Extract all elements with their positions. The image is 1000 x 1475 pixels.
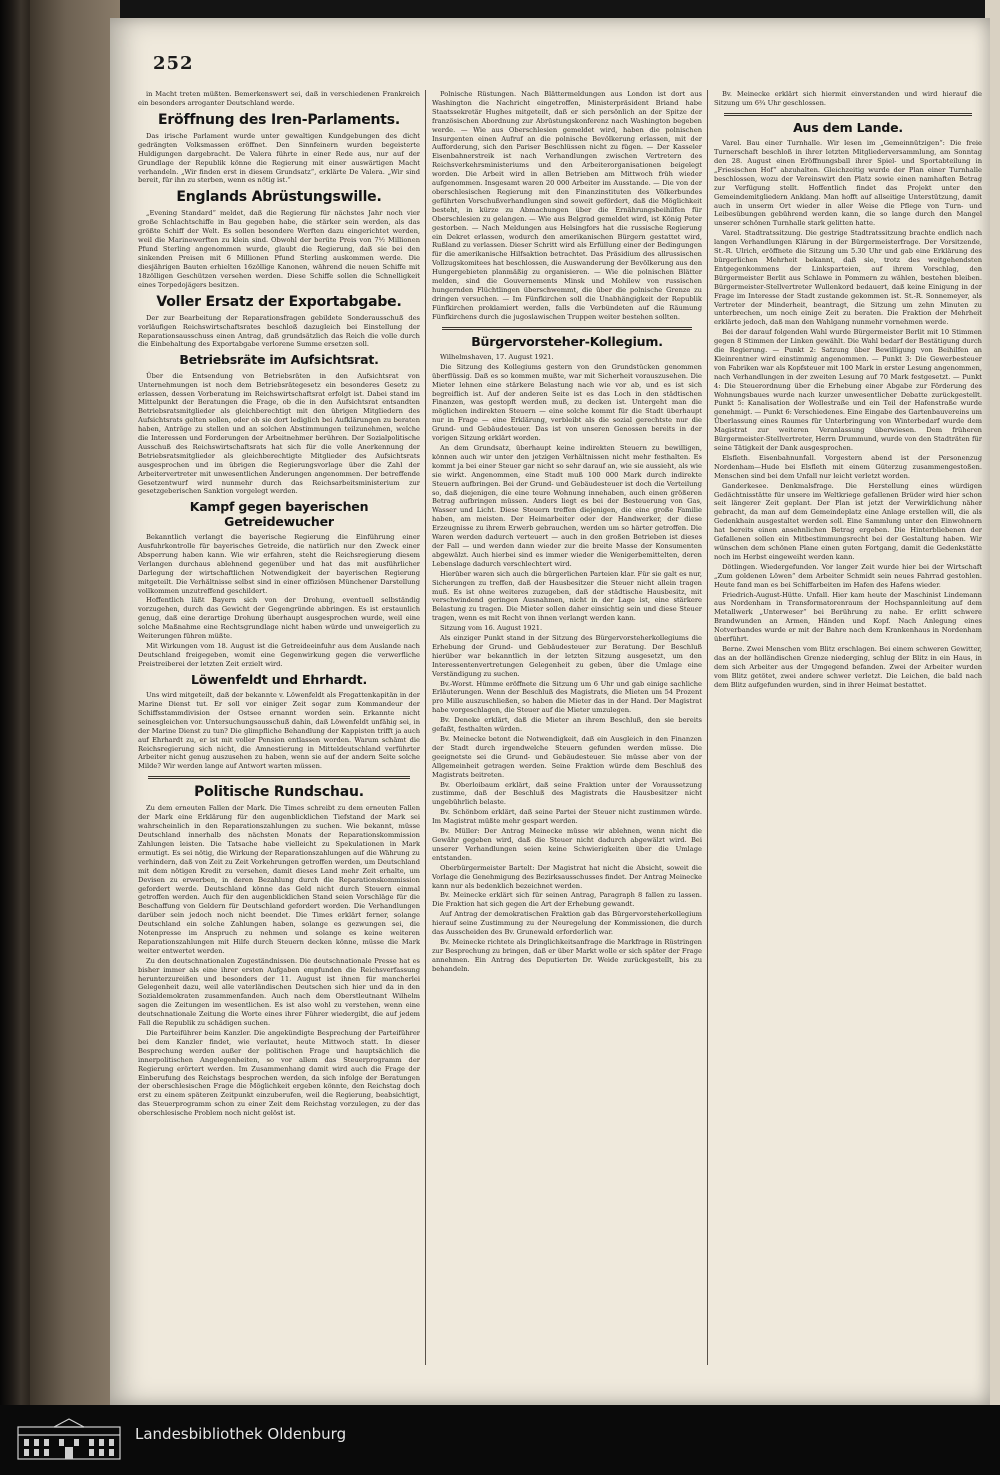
article-paragraph: Auf Antrag der demokratischen Fraktion gab das Bürgervorsteherkollegium hierauf seine Zustimmung zu der Neuregelung der Kommissionen, die durch das Ausscheiden des Bv. Grunewald erforderlich war.: [432, 910, 702, 937]
article-paragraph: Bv. Deneke erklärt, daß die Mieter an ihrem Beschluß, den sie bereits gefaßt, festhalten würden.: [432, 716, 702, 734]
article-paragraph: Zu dem erneuten Fallen der Mark. Die Times schreibt zu dem erneuten Fallen der Mark eine Erklärung für den augenblicklichen Tiefstand der Mark sei wahrscheinlich in den Reparationszahlungen zu suchen. Wie bekannt, müsse Deutschland innerhalb des nächsten Monats der Reparationskommission Zahlungen leisten. Die Tatsache habe vielleicht zu Spekulationen in Mark ermutigt. Es sei nötig, die Wirkung der Reparationszahlungen auf die Währung zu verhindern, daß von Zeit zu Zeit Vorkehrungen getroffen werden, um Deutschland mit dem nötigen Kredit zu versehen, damit dieses Land mehr Zeit erhalte, um Devisen zu erwerben, in deren Bezahlung durch die Reparationskommission gefordert werde. Deutschland könne das Geld nicht durch Steuern einmal getroffen werden. Auch für den augenblicklichen Stand seien Vorschläge für die Beschaffung von Geldern für Deutschland gefordert worden. Die Verhandlungen darüber sein jedoch noch nicht beendet. Die Times erklärt ferner, solange Deutschland ein solche Zahlungen haben, solange es gezwungen sei, die Notenpresse im Anspruch zu nehmen und solange es keine weiteren Reparationszahlungen mit Hilfe durch Steuern decken könne, müsse die Mark weiter entwertet werden.: [138, 804, 420, 955]
article-paragraph: Hierüber waren sich auch die bürgerlichen Parteien klar. Für sie galt es nur, Sicherungen zu treffen, daß der Hausbesitzer die Steuer nicht allein tragen muß. Es ist ohne weiteres zuzugeben, daß der städtische Hausbesitz, mit verschwindend geringen Ausnahmen, nicht in der Lage ist, eine stärkere Belastung zu tragen. Die Mieter sollen daher einsichtig sein und diese Steuer tragen, wenn es mit Recht von ihnen verlangt werden kann.: [432, 569, 702, 623]
section-divider: [442, 327, 692, 330]
article-paragraph: Wilhelmshaven, 17. August 1921.: [440, 352, 554, 361]
article-paragraph: Bv.-Worst. Hümme eröffnete die Sitzung um 6 Uhr und gab einige sachliche Erläuterungen. Wenn der Beschluß des Magistrats, die Mieten um 54 Prozent pro Mille auszuschließen, so haben die Mieter das in der Hand. Der Magistrat habe vorgeschlagen, die Steuer auf die Mieter umzulegen.: [432, 679, 702, 715]
article-headline: Voller Ersatz der Exportabgabe.: [156, 293, 402, 310]
article-paragraph: Über die Entsendung von Betriebsräten in den Aufsichtsrat von Unternehmungen ist noch dem Betriebsrätegesetz ein besonderes Gesetz zu erlassen, dessen Vorberatung im Reichswirtschaftsrat erfolgt ist. Dabei stand im Mittelpunkt der Beratungen die Frage, ob die in den Aufsichtsrat entsandten Betriebsratsmitglieder als gleichberechtigt mit den übrigen Mitgliedern des Aufsichtsrats gelten sollen, oder ob sie dort lediglich bei Aufklärungen zu beraten haben, Anträge zu stellen und an solchen Abstimmungen teilzunehmen, welche die Interessen und Forderungen der Arbeitnehmer berühren. Der Sozialpolitische Ausschuß des Reichswirtschaftsrats hat sich für die volle Anerkennung der Betriebsratsmitglieder als gleichberechtigte Mitglieder des Aufsichtsrats ausgesprochen und im übrigen die Regierungsvorlage über die Zahl der Arbeitervertreter mit unwesentlichen Änderungen angenommen. Der betreffende Gesetzentwurf wird nunmehr durch das Reichsarbeitsministerium zur gesetzgeberischen Sanktion vorgelegt werden.: [138, 371, 420, 496]
article-paragraph: Ganderkesee. Denkmalsfrage. Die Herstellung eines würdigen Gedächtnisstätte für unsere im Weltkriege gefallenen Brüder wird hier schon seit längerer Zeit geplant. Der Plan ist jetzt der Verwirklichung näher gebracht, da man auf dem Gemeindeplatz eine Anlage erstellen will, die als Gedenkhain ausgestaltet werden soll. Eine Sammlung unter den Einwohnern hat bereits einen ansehnlichen Betrag ergeben. Die Hinterbliebenen der Gefallenen sollen ein Mitbestimmungsrecht bei der Gestaltung haben. Wir wünschen dem schönen Plane einen guten Fortgang, damit die Gedenkstätte noch im Herbst eingeweiht werden kann.: [714, 481, 982, 561]
column-1: [138, 90, 420, 1375]
article-headline: Englands Abrüstungswille.: [176, 189, 382, 206]
library-name: Landesbibliothek Oldenburg: [135, 1425, 347, 1443]
article-paragraph: Berne. Zwei Menschen vom Blitz erschlagen. Bei einem schweren Gewitter, das an der holländischen Grenze niederging, schlug der Blitz in ein Haus, in dem sich Arbeiter aus der Umgegend befanden. Zwei der Arbeiter wurden vom Blitz getötet, zwei andere schwer verletzt. Die Leichen, die bald nach dem Blitz aufgefunden wurden, sind in ihrer Heimat bestattet.: [714, 644, 982, 689]
page-edge-shadow: [30, 0, 120, 1405]
article-paragraph: Sitzung vom 16. August 1921.: [440, 624, 543, 633]
article-headline: Betriebsräte im Aufsichtsrat.: [179, 352, 379, 368]
article-paragraph: in Macht treten müßten. Bemerkenswert sei, daß in verschiedenen Frankreich ein besonders arroganter Deutschland werde.: [138, 90, 420, 107]
article-paragraph: Bv. Schönbom erklärt, daß seine Partei der Steuer nicht zustimmen würde. Im Magistrat müßte mehr gespart werden.: [432, 808, 702, 826]
article-paragraph: Bv. Müller: Der Antrag Meinecke müsse wir ablehnen, wenn nicht die Gewähr gegeben wird, daß die Steuer nicht dadurch abgewälzt wird. Bei unserer Verhandlungen seien keine Schwierigkeiten über die Umlage entstanden.: [432, 827, 702, 862]
page-number: 252: [153, 53, 194, 74]
section-divider: [724, 113, 972, 116]
section-divider: [148, 776, 410, 779]
column-rule: [425, 90, 426, 1365]
article-paragraph: Oberbürgermeister Bartelt: Der Magistrat hat nicht die Absicht, soweit die Vorlage die Genehmigung des Bezirksausschusses findet. Der Antrag Meinecke kann nur als bedenklich bezeichnet werden.: [432, 863, 702, 890]
article-paragraph: An dem Grundsatz, überhaupt keine indirekten Steuern zu bewilligen, können auch wir unter den jetzigen Verhältnissen nicht mehr festhalten. Es kommt ja bei einer Steuer gar nicht so sehr darauf an, wie sie aussieht, als wie sie wirkt. Angenommen, eine Stadt muß 100 000 Mark durch indirekte Steuern aufbringen. Bei der Grund- und Gebäudesteuer ist doch die Verteilung so, daß diejenigen, die eine teure Wohnung innehaben, auch einen größeren Betrag aufbringen müssen. Anders liegt es bei der Besteuerung von Gas, Wasser und Licht. Diese Steuern treffen diejenigen, die eine große Familie haben, am meisten. Der Heimarbeiter oder der Handwerker, der diese Erzeugnisse zu ihrem Erwerb gebrauchen, werden um so härter getroffen. Die Waren werden dadurch verteuert — auch in den großen Betrieben ist dieses der Fall — und werden dann wieder zur die breite Masse der Konsumenten abgewälzt. Auch hierbei sind es immer wieder die Wenigerbemittelten, deren Lebenslage dadurch verschlechtert wird.: [432, 444, 702, 568]
article-paragraph: Polnische Rüstungen. Nach Blättermeldungen aus London ist dort aus Washington die Nachricht eingetroffen, Ministerpräsident Briand habe Staatssekretär Hughes mitgeteilt, daß er sich persönlich an der Spitze der französischen Abordnung zur Abrüstungskonferenz nach Washington begeben werde. — Wie aus Oberschlesien gemeldet wird, haben die polnischen Insurgenten einen Aufruf an die polnische Bevölkerung erlassen, mit der Aufforderung, sich den Pariser Beschlüssen nicht zu fügen. — Der Kasseler Eisenbahnerstreik ist nach Verhandlungen zwischen Vertretern des Reichsverkehrsministeriums und den Arbeiterorganisationen beigelegt worden. Die Arbeit wird in allen Betrieben am Mittwoch früh wieder aufgenommen. Insgesamt waren 20 000 Arbeiter im Ausstande. — Die von der oberschlesischen Regierung mit den Finanzinstituten des Völkerbundes geführten Vorschußverhandlungen sind soweit gefördert, daß die Möglichkeit besteht, in kürze zu Abmachungen über die Ernährungsbeihilfen für Oberschlesien zu gelangen. — Wie aus Belgrad gemeldet wird, ist König Peter gestorben. — Nach Meldungen aus Helsingfors hat die russische Regierung ein Dekret erlassen, wodurch den amerikanischen Bürgern gestattet wird, Rußland zu verlassen. Dieser Schritt wird als Erfüllung einer der Bedingungen für die amerikanische Hilfsaktion betrachtet. Das Präsidium des allrussischen Vollzugskomitees hat beschlossen, die Auswanderung der Bevölkerung aus den Hungergebieten planmäßig zu organisieren. — Wie die polnischen Blätter melden, sind die Gouvernements Minsk und Mohilew von russischen hungernden Flüchtlingen überschwemmt, die über die polnische Grenze zu dringen versuchen. — Im Fünfkirchen soll die Unabhängigkeit der Republik Fünfkirchen proklamiert werden, falls die Verbündeten auf die Räumung Fünfkirchens durch die jugoslawischen Truppen weiter bestehen sollten.: [432, 90, 702, 321]
article-paragraph: Friedrich-August-Hütte. Unfall. Hier kam heute der Maschinist Lindemann aus Nordenham in Transformatorenraum der Hochspannleitung auf dem Metallwerk „Unterweser“ bei Berührung zu nahe. Er erlitt schwere Brandwunden an Armen, Händen und Kopf. Nach Anlegung eines Notverbandes wurde er mit der Bahre nach dem Krankenhaus in Nordenham überführt.: [714, 590, 982, 644]
article-headline: Löwenfeldt und Ehrhardt.: [190, 671, 368, 687]
article-paragraph: Hoffentlich läßt Bayern sich von der Drohung, eventuell selbständig vorzugehen, durch das Gewicht der Gegengründe abbringen. Es ist erstaunlich genug, daß eine derartige Drohung überhaupt ausgesprochen wurde, weil eine solche Maßnahme eine Rechtsgrundlage nicht haben würde und unweigerlich zu Weiterungen führen müßte.: [138, 596, 420, 641]
article-paragraph: Das irische Parlament wurde unter gewaltigen Kundgebungen des dicht gedrängten Volksmassen eröffnet. Den Sinnfeinern wurden begeisterte Huldigungen dargebracht. De Valera führte in einer Rede aus, nur auf der Grundlage der Republik könne die Regierung mit einer auswärtigen Macht verhandeln. „Wir finden erst in diesem Grundsatz“, erklärte De Valera. „Wir sind bereit, für ihn zu sterben, wenn es nötig ist.“: [138, 131, 420, 185]
article-paragraph: Die Sitzung des Kollegiums gestern von den Grundstücken genommen überflüssig. Daß es so kommen mußte, war mit Sicherheit vorauszusehen. Die Mieter lehnen eine stärkere Belastung nach wie vor ab, und es ist sich begreiflich ist. Auf der anderen Seite ist es das Loch in den städtischen Finanzen, was gestopft werden muß, zu decken ist. Untergeht man die möglichen indirekten Steuern — eine solche kommt für die Stadt überhaupt nur in Frage — eine Erklärung, verbleibt als die sozial gerechtste nur die Grund- und Gebäudesteuer. Das ist von unseren Genossen bereits in der vorigen Sitzung erklärt worden.: [432, 362, 702, 443]
article-headline: Eröffnung des Iren-Parlaments.: [157, 111, 401, 128]
article-paragraph: Bv. Meinecke richtete als Dringlichkeitsanfrage die Markfrage in Rüstringen zur Besprechung zu bringen, daß er über Markt wolle er sich später der Frage annehmen. Ein Antrag des Deputierten Dr. Weide zurückgestellt, bis zu behandeln.: [432, 937, 702, 973]
book-spine: [0, 0, 30, 1405]
article-headline: Politische Rundschau.: [194, 784, 364, 801]
article-paragraph: Zu den deutschnationalen Zugeständnissen. Die deutschnationale Presse hat es bisher immer als eine ihrer ersten Aufgaben empfunden die Reichsverfassung herunterzureißen und besonders der 11. August ist ihnen für mancherlei Gelegenheit dazu, weil alle vaterländischen Deutschen sich hier und da in den Sozialdemokraten zusammenfanden. Auch nach dem Oberstleutnant Wilhelm sagen die Zeitungen im wesentlichen. Es ist also wohl zu verstehen, wenn eine deutschnationale Zeitung die Worte eines ihrer Führer wiedergibt, die auf jedem Fall die Republik zu schädigen suchen.: [138, 956, 420, 1028]
article-paragraph: Bv. Meinecke betont die Notwendigkeit, daß ein Ausgleich in den Finanzen der Stadt durch irgendwelche Steuern gefunden werden müsse. Die geeignetste sei die Grund- und Gebäudesteuer. Sie müsse aber von der Allgemeinheit getragen werden. Seine Fraktion würde dem Beschluß des Magistrats beitreten.: [432, 735, 702, 779]
library-building-icon: [14, 1417, 124, 1463]
article-headline: Kampf gegen bayerischen Getreidewucher: [189, 499, 369, 529]
column-2: [432, 90, 702, 1375]
newspaper-page: [110, 18, 990, 1405]
article-paragraph: Bv. Meinecke erklärt sich für seinen Antrag, Paragraph 8 fallen zu lassen. Die Fraktion hat sich gegen die Art der Erhebung gewandt.: [432, 891, 702, 909]
article-paragraph: Die Parteiführer beim Kanzler. Die angekündigte Besprechung der Parteiführer bei dem Kanzler findet, wie verlautet, heute Mittwoch statt. In dieser Besprechung werden außer der politischen Frage und hauptsächlich die innerpolitischen Angelegenheiten, so vor allem das Steuerprogramm der Regierung erörtert werden. Im Zusammenhang damit wird auch die Frage der Einberufung des Reichstags besprochen werden, da sich infolge der Beratungen der oberschlesischen Frage die Möglichkeit ergeben könnte, den Reichstag doch erst zu einem späteren Zeitpunkt einzuberufen, weil die Regierung, beabsichtigt, das Steuerprogramm schon zu einer Zeit dem Reichstag vorzulegen, zu der das oberschlesische Problem noch nicht gelöst ist.: [138, 1029, 420, 1118]
article-paragraph: Elsfleth. Eisenbahnunfall. Vorgestern abend ist der Personenzug Nordenham—Hude bei Elsfleth mit einem Güterzug zusammengestoßen. Menschen sind bei dem Unfall nur leicht verletzt worden.: [714, 453, 982, 480]
column-3: [714, 90, 982, 1375]
article-paragraph: Bekanntlich verlangt die bayerische Regierung die Einführung einer Ausfuhrkontrolle für bayerisches Getreide, die natürlich nur den Zweck einer Absperrung haben kann. Wie wir erfahren, steht die Reichsregierung diesem Verlangen durchaus ablehnend gegenüber und hat das mit ausführlicher Darlegung der wirtschaftlichen Notwendigkeit der bayerischen Regierung mitgeteilt. Die Verhältnisse selbst sind in einer offiziösen Münchener Darstellung vollkommen unzutreffend geschildert.: [138, 533, 420, 595]
article-paragraph: Varel. Stadtratssitzung. Die gestrige Stadtratssitzung brachte endlich nach langen Verhandlungen Klärung in der Bürgermeisterfrage. Der Vorsitzende, St.-R. Ulrich, eröffnete die Sitzung um 5.30 Uhr und gab eine Erklärung des bürgerlichen Mehrheit bekannt, daß sie, trotz des weitgehendsten Entgegenkommens der Linksparteien, auf ihrem Vorschlag, den Bürgermeister Berlit aus Schlawe in Pommern zu wählen, bestehen bleiben. Bürgermeister-Stellvertreter Wullenkord bedauert, daß keine Einigung in der Frage im Interesse der Stadt zustande gekommen ist. St.-R. Sonnemeyer, als Vertreter der Minderheit, beantragt, die Sitzung um zehn Minuten zu unterbrechen, um noch einige Zeit zu beraten. Die Fraktion der Mehrheit erklärte jedoch, daß man den Wahlgang nunmehr vornehmen werde.: [714, 229, 982, 327]
column-rule: [707, 90, 708, 1365]
article-paragraph: Varel. Bau einer Turnhalle. Wir lesen im „Gemeinnützigen“: Die freie Turnerschaft beschloß in ihrer letzten Mitgliederversammlung, am Sonntag den 28. August einen Eröffnungsball ihrer Spiel- und Sportabteilung in „Friesischen Hof“ abzuhalten. Gleichzeitig wurde der Plan einer Turnhalle beschlossen, wozu der Vereinswirt den Platz sowie einen namhaften Betrag zur Verfügung stellt. Hoffentlich findet das Projekt unter den Gemeindemitgliedern Anklang. Man hofft auf allseitige Unterstützung, damit auch in unserm Ort wieder in aller Weise die Pflege von Turn- und Leibesübungen gebührend werden kann, die so lange durch den Mangel unserer schönen Turnhalle stark gelitten hatte.: [714, 139, 982, 228]
article-headline: Bürgervorsteher-Kollegium.: [471, 333, 663, 349]
article-paragraph: Dötlingen. Wiedergefunden. Vor langer Zeit wurde hier bei der Wirtschaft „Zum goldenen Löwen“ dem Arbeiter Schmidt sein neues Fahrrad gestohlen. Heute fand man es bei Schiffarbeiten im Hafen des Hafens wieder.: [714, 562, 982, 589]
library-footer: [0, 1405, 1000, 1475]
article-paragraph: „Evening Standard“ meldet, daß die Regierung für nächstes Jahr noch vier große Schlachtschiffe in Bau gegeben habe, die stärker sein werden, als das größte Schiff der Welt. Es sollen besondere Werften dazu eingerichtet werden, weil die Marinewerften zu klein sind. Obwohl der berüte Preis von 7½ Millionen Pfund Sterling angenommen wurde, glaubt die Regierung, daß sie bei den sinkenden Preisen mit 6 Millionen Pfund Sterling auskommen werde. Die diesjährigen Bauten erhielten 16zöllige Kanonen, während die neuen Schiffe mit 18zölligen Geschützen versehen werden. Diese Schiffe sollen die Schnelligkeit eines Torpedojägers besitzen.: [138, 209, 420, 289]
article-paragraph: Mit Wirkungen vom 18. August ist die Getreideeinfuhr aus dem Auslande nach Deutschland freigegeben, womit eine Gegenwirkung gegen die verwerfliche Preistreiberei der letzten Zeit erzielt wird.: [138, 642, 420, 668]
article-paragraph: Bv. Meinecke erklärt sich hiermit einverstanden und wird hierauf die Sitzung um 6¾ Uhr geschlossen.: [714, 90, 982, 107]
article-headline: Aus dem Lande.: [793, 119, 903, 135]
article-paragraph: Bv. Oberloibaum erklärt, daß seine Fraktion unter der Voraussetzung zustimme, daß der Beschluß des Magistrats die Hausbesitzer nicht ungebührlich belaste.: [432, 780, 702, 807]
article-paragraph: Bei der darauf folgenden Wahl wurde Bürgermeister Berlit mit 10 Stimmen gegen 8 Stimmen der Linken gewählt. Die Wahl bedarf der Bestätigung durch die Regierung. — Punkt 2: Satzung über Bewilligung von Beihilfen an Kleinrentner wird einstimmig angenommen. — Punkt 3: Die Gewerbesteuer von Fabriken war als Kopfsteuer mit 100 Mark in erster Lesung angenommen, nach Verhandlungen in der zweiten Lesung auf 70 Mark festgesetzt. — Punkt 4: Die Steuerordnung über die Erhebung einer Abgabe zur Förderung des Wohnungsbaues wurde nach kurzer unwesentlicher Debatte zurückgestellt. Punkt 5: Kanalisation der Wollestraße und ein Teil der Hafenstraße wurde genehmigt. — Punkt 6: Verschiedenes. Eine Eingabe des Gartenbauvereins um Überlassung eines Raumes für Unterbringung von Winterbedarf wurde dem Magistrat zur weiteren Veranlassung überwiesen. Dem früheren Bürgermeister-Stellvertreter, Herrn Drummund, wurde von den Stadträten für seine Tätigkeit der Dank ausgesprochen.: [714, 328, 982, 452]
article-paragraph: Der zur Bearbeitung der Reparationsfragen gebildete Sonderausschuß des vorläufigen Reichswirtschaftsrates beschloß dazugleich bei Einstellung der Reparationsausschuss einen Antrag, daß grundsätzlich das Reich die volle durch die Einbehaltung des Exportabgabe verlorene Summe ersetzen soll.: [138, 313, 420, 349]
article-paragraph: Uns wird mitgeteilt, daß der bekannte v. Löwenfeldt als Fregattenkapitän in der Marine Dienst tut. Er soll vor einiger Zeit sogar zum Kommandeur der Schiffsstammdivision der Ostsee ernannt worden sein. Erkannte nicht seinesgleichen vor. Untersuchungsausschuß dahin, daß Löwenfeldt unfähig sei, in der Marine Dienst zu tun? Die glimpfliche Behandlung der Kappisten trifft ja auch auf Ehrhardt zu, er ist mit voller Pension entlassen worden. Warum schämt die Reichsregierung sich nicht, die Amnestierung in Mitteldeutschland verführter Arbeiter nicht genug auszusehen zu haben, wenn sie auf der andern Seite solche Milde? Wir werden lange auf Antwort warten müssen.: [138, 691, 420, 771]
article-paragraph: Als einziger Punkt stand in der Sitzung des Bürgervorsteherkollegiums die Erhebung der Grund- und Gebäudesteuer zur Beratung. Der Beschluß hierüber war bekanntlich in der letzten Sitzung ausgesetzt, um den Interessentenvertretungen Gelegenheit zu geben, über die Umlage eine Verständigung zu suchen.: [432, 634, 702, 678]
